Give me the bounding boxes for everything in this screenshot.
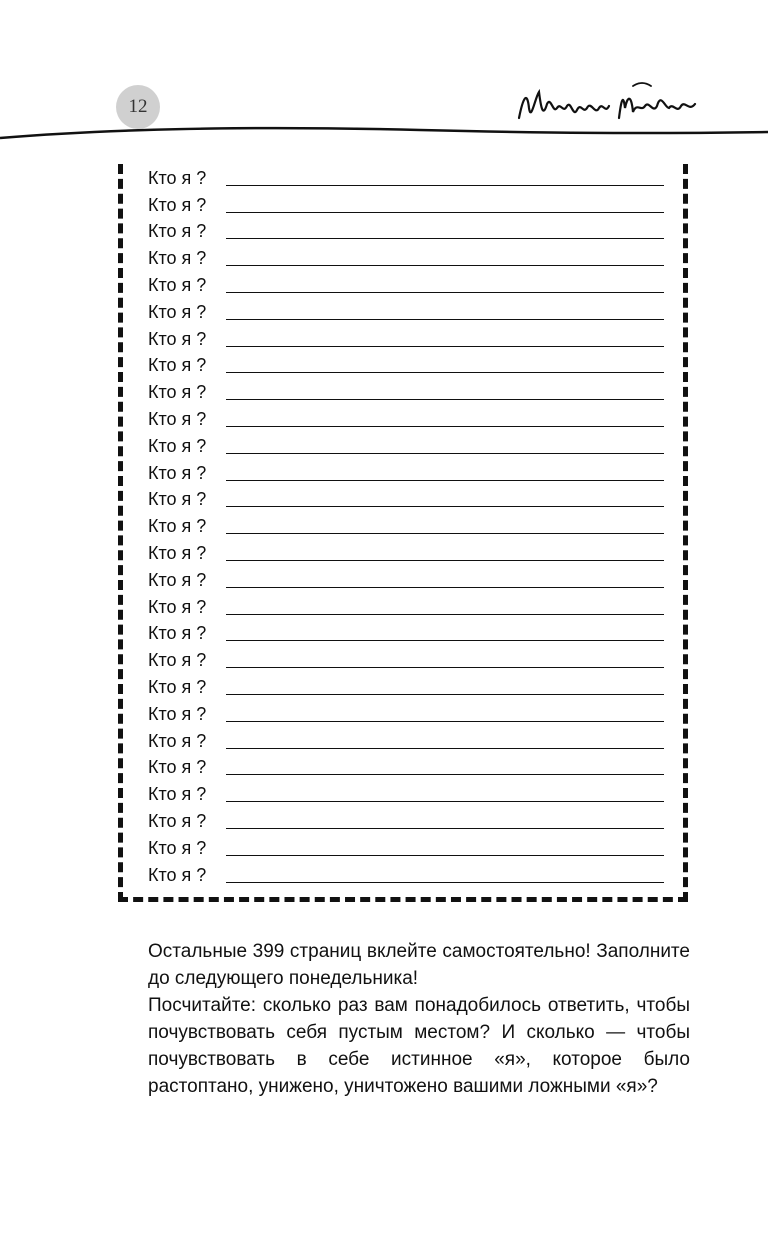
answer-line[interactable] (226, 318, 664, 320)
worksheet-row (148, 404, 664, 431)
row-label: Кто я ? (148, 650, 207, 671)
row-label: Кто я ? (148, 516, 207, 537)
worksheet-row (148, 619, 664, 646)
paragraph-1: Остальные 399 страниц вклейте самостоятельно! Заполните до следующего понедельника! (148, 941, 690, 989)
worksheet-row (148, 753, 664, 780)
worksheet-row (148, 726, 664, 753)
body-text (148, 938, 690, 1100)
answer-line[interactable] (226, 639, 664, 641)
worksheet-row (148, 351, 664, 378)
row-label: Кто я ? (148, 676, 207, 697)
answer-line[interactable] (226, 398, 664, 400)
answer-line[interactable] (226, 371, 664, 373)
worksheet-row (148, 324, 664, 351)
page-number: 12 (116, 85, 160, 129)
row-label: Кто я ? (148, 864, 207, 885)
row-label: Кто я ? (148, 408, 207, 429)
worksheet-row (148, 779, 664, 806)
worksheet-row (148, 860, 664, 887)
worksheet-row (148, 243, 664, 270)
row-label: Кто я ? (148, 435, 207, 456)
row-label: Кто я ? (148, 355, 207, 376)
answer-line[interactable] (226, 264, 664, 266)
worksheet-row (148, 297, 664, 324)
row-label: Кто я ? (148, 194, 207, 215)
worksheet-row (148, 645, 664, 672)
answer-line[interactable] (226, 291, 664, 293)
answer-line[interactable] (226, 452, 664, 454)
worksheet-row (148, 511, 664, 538)
answer-line[interactable] (226, 425, 664, 427)
row-label: Кто я ? (148, 301, 207, 322)
answer-line[interactable] (226, 800, 664, 802)
answer-line[interactable] (226, 532, 664, 534)
answer-line[interactable] (226, 184, 664, 186)
answer-line[interactable] (226, 345, 664, 347)
row-label: Кто я ? (148, 730, 207, 751)
worksheet-row (148, 592, 664, 619)
answer-line[interactable] (226, 693, 664, 695)
row-label: Кто я ? (148, 382, 207, 403)
header-divider (0, 118, 768, 158)
worksheet-row (148, 485, 664, 512)
row-label: Кто я ? (148, 274, 207, 295)
answer-line[interactable] (226, 479, 664, 481)
answer-line[interactable] (226, 827, 664, 829)
row-label: Кто я ? (148, 328, 207, 349)
worksheet-rows (148, 163, 664, 887)
answer-line[interactable] (226, 881, 664, 883)
answer-line[interactable] (226, 854, 664, 856)
worksheet-row (148, 377, 664, 404)
row-label: Кто я ? (148, 810, 207, 831)
answer-line[interactable] (226, 505, 664, 507)
worksheet-row (148, 458, 664, 485)
row-label: Кто я ? (148, 167, 207, 188)
answer-line[interactable] (226, 586, 664, 588)
row-label: Кто я ? (148, 757, 207, 778)
worksheet-row (148, 699, 664, 726)
worksheet-row (148, 538, 664, 565)
row-label: Кто я ? (148, 489, 207, 510)
worksheet-row (148, 163, 664, 190)
row-label: Кто я ? (148, 542, 207, 563)
worksheet-row (148, 806, 664, 833)
worksheet-row (148, 431, 664, 458)
worksheet-row (148, 833, 664, 860)
answer-line[interactable] (226, 613, 664, 615)
row-label: Кто я ? (148, 462, 207, 483)
worksheet-row (148, 190, 664, 217)
worksheet-row (148, 565, 664, 592)
answer-line[interactable] (226, 237, 664, 239)
answer-line[interactable] (226, 559, 664, 561)
row-label: Кто я ? (148, 837, 207, 858)
row-label: Кто я ? (148, 784, 207, 805)
answer-line[interactable] (226, 720, 664, 722)
row-label: Кто я ? (148, 569, 207, 590)
paragraph-2: Посчитайте: сколько раз вам понадобилось ответить, чтобы почувствовать себя пустым местом? И сколько — чтобы почувствовать в себе истинное «я», которое было растоптано, унижено, уничтожено вашими ложными «я»? (148, 995, 690, 1097)
answer-line[interactable] (226, 666, 664, 668)
row-label: Кто я ? (148, 703, 207, 724)
worksheet-row (148, 270, 664, 297)
answer-line[interactable] (226, 773, 664, 775)
row-label: Кто я ? (148, 221, 207, 242)
row-label: Кто я ? (148, 248, 207, 269)
answer-line[interactable] (226, 747, 664, 749)
row-label: Кто я ? (148, 623, 207, 644)
answer-line[interactable] (226, 211, 664, 213)
row-label: Кто я ? (148, 596, 207, 617)
worksheet-row (148, 672, 664, 699)
worksheet-row (148, 217, 664, 244)
